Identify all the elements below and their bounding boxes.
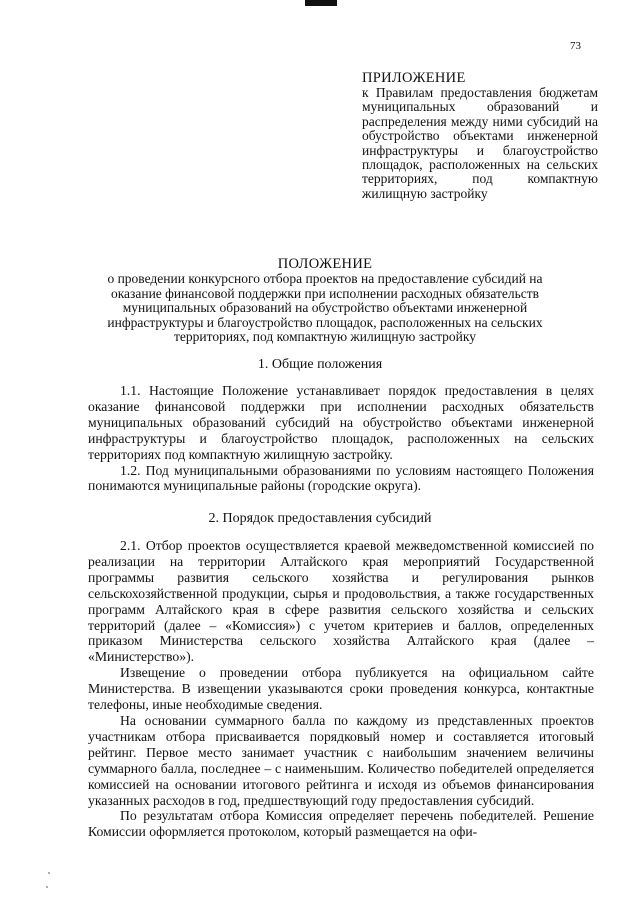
section-1-body xyxy=(88,383,594,494)
scan-speck xyxy=(48,872,50,874)
section-1-heading: 1. Общие положения xyxy=(257,357,383,372)
document-title: ПОЛОЖЕНИЕ xyxy=(277,256,373,272)
paragraph-2-4: По результатам отбора Комиссия определяет перечень победителей. Решение Комиссии оформляется протоколом, который размещается на офи- xyxy=(88,808,594,840)
page-number: 73 xyxy=(570,40,581,52)
appendix-text: к Правилам предоставления бюджетам муниципальных образований и распределения между ними субсидий на обустройство объектами инженерной инфраструктуры и благоустройство площадок, расположенных на сельских территориях, под компактную жилищную застройку xyxy=(362,85,598,201)
paragraph-1-1: 1.1. Настоящие Положение устанавливает порядок предоставления в целях оказание финансовой поддержки при исполнении расходных обязательств муниципальных образований субсидий на обустройство объектами инженерной инфраструктуры и благоустройство площадок, расположенных на сельских территориях под компактную жилищную застройку. xyxy=(88,383,594,462)
paragraph-2-1: 2.1. Отбор проектов осуществляется краевой межведомственной комиссией по реализации на территории Алтайского края мероприятий Государственной программы развития сельского хозяйства и регулирования рынков сельскохозяйственной продукции, сырья и продовольствия, а также государственных программ Алтайского края в сфере развития сельского хозяйства и сельских территорий (далее – «Комиссия») с учетом критериев и баллов, определенных приказом Министерства сельского хозяйства Алтайского края (далее – «Министерство»). xyxy=(88,538,594,665)
appendix-heading: ПРИЛОЖЕНИЕ xyxy=(362,70,466,86)
paragraph-2-2: Извещение о проведении отбора публикуется на официальном сайте Министерства. В извещении указываются сроки проведения конкурса, контактные телефоны, иные необходимые сведения. xyxy=(88,665,594,713)
paragraph-1-2: 1.2. Под муниципальными образованиями по условиям настоящего Положения понимаются муниципальные районы (городские округа). xyxy=(88,462,594,494)
section-2-heading: 2. Порядок предоставления субсидий xyxy=(208,511,432,526)
document-subtitle: о проведении конкурсного отбора проектов на предоставление субсидий на оказание финансовой поддержки при исполнении расходных обязательств муниципальных образований на обустройство объектами инженерной инфраструктуры и благоустройство площадок, расположенных на сельских территориях, под компактную жилищную застройку xyxy=(107,271,543,345)
paragraph-2-3: На основании суммарного балла по каждому из представленных проектов участникам отбора присваивается порядковый номер и составляется итоговый рейтинг. Первое место занимает участник с наибольшим значением величины суммарного балла, последнее – с наименьшим. Количество победителей определяется комиссией на основании итогового рейтинга и исходя из объемов финансирования указанных расходов в год, предшествующий году предоставления субсидий. xyxy=(88,712,594,808)
scan-mark xyxy=(305,0,337,6)
appendix-block xyxy=(362,70,598,201)
scan-speck xyxy=(46,886,48,888)
document-title-block xyxy=(90,256,560,345)
section-2-body xyxy=(88,538,594,840)
